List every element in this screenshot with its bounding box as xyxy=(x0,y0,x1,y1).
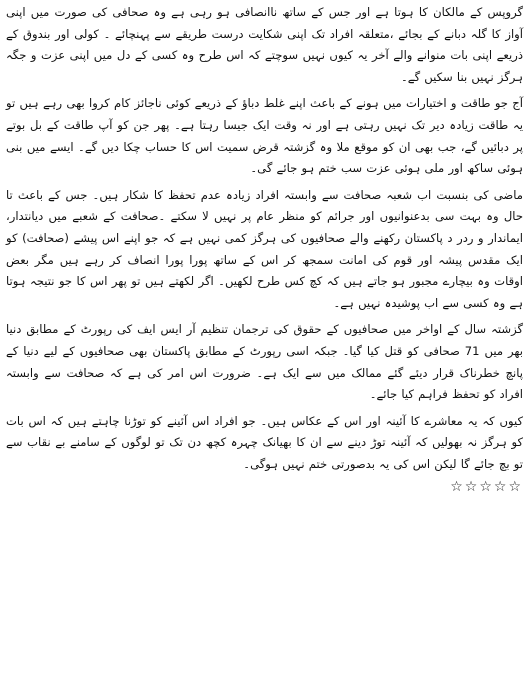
article-paragraph: آج جو طاقت و اختیارات میں ہونے کے باعث اپنے غلط دباؤ کے ذریعے کوئی ناجائز کام کروا بھی رہے ہیں تو یہ طاقت زیادہ دیر تک نہیں رہتی ہے اور نہ وقت ایک جیسا رہتا ہے۔ پھر جن کو آپ طاقت کے بل بوتے پر دبائیں گے، جب بھی ان کو موقع ملا وہ گزشتہ قرض سمیت اس کا حساب چکا دیں گے۔ ایسے میں بنی ہوئی ساکھ اور ملی ہوئی عزت سب ختم ہو جائے گی۔ xyxy=(6,96,523,176)
article-paragraph: گروپس کے مالکان کا ہوتا ہے اور جس کے ساتھ ناانصافی ہو رہی ہے وہ صحافی کی صورت میں اپنی آواز کا گلہ دبانے کے بجائے ،متعلقہ افراد تک اپنی شکایت درست طریقے سے پہنچائے ۔ کولی اور بندوق کے ذریعے اپنی بات منوانے والے آخر یہ کیوں نہیں سوچتے کہ اس طرح وہ کسی کے دل میں اپنی عزت و جگہ ہرگز نہیں بنا سکیں گے۔ xyxy=(6,5,523,84)
article-paragraph: ماضی کی بنسبت اب شعبہ صحافت سے وابستہ افراد زیادہ عدم تحفظ کا شکار ہیں۔ جس کے باعث تا حال وہ بہت سی بدعنوانیوں اور جرائم کو منظر عام پر نہیں لا سکتے ۔صحافت کے شعبے میں دیانتدار، ایماندار و ردر د پاکستان رکھنے والے صحافیوں کی ہرگز کمی نہیں ہے کہ جو اپنے اس پیشے (صحافت) کو ایک مقدس پیشہ اور قوم کی امانت سمجھ کر اس کے ساتھ پورا پورا انصاف کر رہے ہیں مگر بعض اوقات وہ بیچارے مجبور ہو جاتے ہیں کہ کچ کس طرح لکھیں۔ اگر لکھتے ہیں تو پھر اس کا جو نتیجہ ہوتا ہے وہ کسی سے اب پوشیدہ نہیں ہے۔ xyxy=(6,187,523,310)
article-paragraph: کیوں کہ یہ معاشرے کا آئینہ اور اس کے عکاس ہیں۔ جو افراد اس آئینے کو توڑنا چاہتے ہیں کہ اس بات کو ہرگز نہ بھولیں کہ آئینہ توڑ دینے سے ان کا بھیانک چہرہ کچھ دن تک تو لوگوں کے سامنے بے نقاب سے تو بچ جائے گا لیکن اس کی یہ بدصورتی ختم نہیں ہوگی۔ xyxy=(6,413,523,471)
article-page xyxy=(6,2,523,680)
end-of-article-stars: ☆☆☆☆☆ xyxy=(450,479,523,496)
article-paragraph: گزشتہ سال کے اواخر میں صحافیوں کے حقوق کی ترجمان تنظیم آر ایس ایف کی رپورٹ کے مطابق دنیا بھر میں 71 صحافی کو قتل کیا گیا۔ جبکہ اسی رپورٹ کے مطابق پاکستان بھی صحافیوں کے لیے دنیا کے پانچ خطرناک قرار دیئے گئے ممالک میں سے ایک ہے۔ ضرورت اس امر کی ہے کہ صحافت سے وابستہ افراد کو تحفظ فراہم کیا جائے۔ xyxy=(6,322,523,402)
